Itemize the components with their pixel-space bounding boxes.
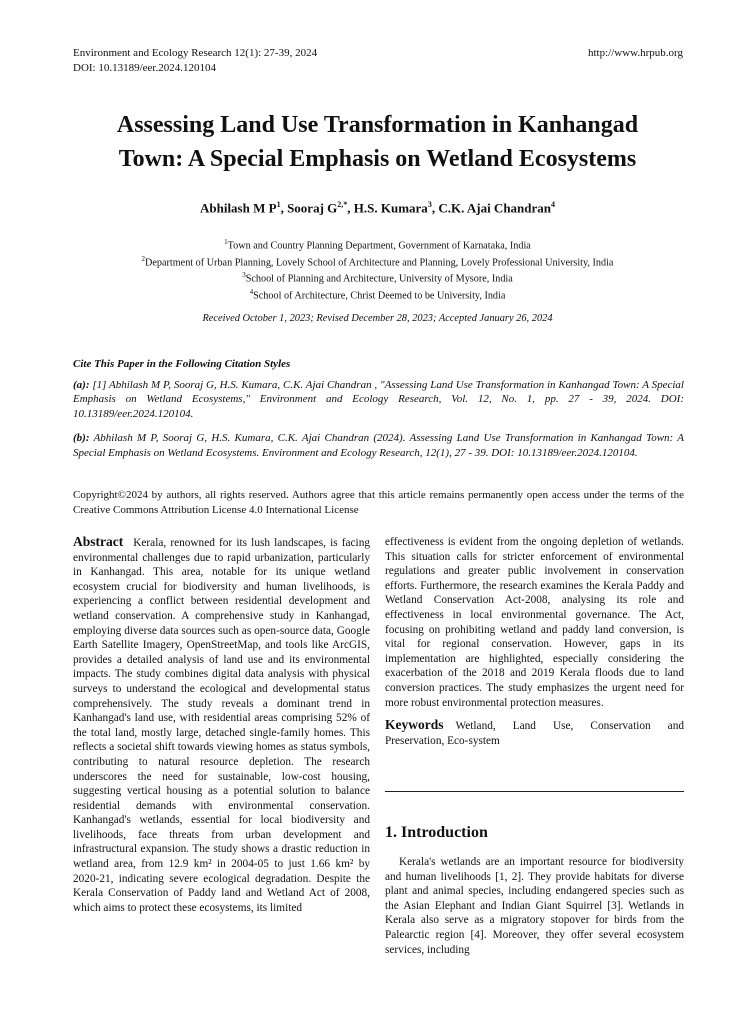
affil-text: Department of Urban Planning, Lovely School of Architecture and Planning, Lovely Professional University, India [145,256,614,268]
author-affil-marker: 4 [551,200,556,209]
citation-block [73,357,684,471]
author-list [60,200,695,216]
right-column [385,535,684,748]
left-column [73,535,370,915]
author-affil-marker: 2,* [337,200,348,209]
citation-a-label: (a): [73,378,90,391]
running-header-left [73,46,317,76]
abstract-text-left: Kerala, renowned for its lush landscapes, is facing environmental challenges due to rapid urbanization, particularly in Kanhangad. This area, notable for its unique wetland ecosystem crucial for biodiversity and human livelihoods, is experiencing a conflict between residential development and wetland conservation. A comprehensive study in Kanhangad, employing diverse data sources such as open-source data, Google Earth Satellite Imagery, OpenStreetMap, and tools like ArcGIS, provides a detailed analysis of land use and its environmental impacts. The study combines digital data analysis with physical surveys to understand the ecological and developmental status comprehensively. The study reveals a dominant trend in Kanhangad's land use, with residential areas comprising 52% of the total land, mostly large, detached single-family homes. This reflects a societal shift towards viewing homes as status symbols, contributing to natural resource depletion. The research underscores the need for sustainable, low-cost housing, suggesting vertical housing as a potential solution to balance residential demands with environmental conservation. Kanhangad's wetlands, essential for local biodiversity and livelihoods, face threats from urban development and infrastructural expansion. The study shows a drastic reduction in wetland area, from 12.9 km² in 2004-05 to just 1.66 km² by 2020-21, indicating severe ecological degradation. Despite the Kerala Conservation of Paddy land and Wetland Act of 2008, which aims to protect these ecosystems, its limited [73,537,370,914]
author-affil-marker: 1 [276,200,281,209]
journal-url[interactable]: http://www.hrpub.org [587,47,683,59]
copyright-notice: Copyright©2024 by authors, all rights reserved. Authors agree that this article remains permanently open access under the terms of the Creative Commons Attribution License 4.0 International License [73,489,684,516]
keywords-paragraph [385,718,684,748]
citation-a [73,378,684,422]
author-name: Abhilash M P [199,200,277,216]
affiliation-line [60,286,695,303]
received-dates: Received October 1, 2023; Revised December 28, 2023; Accepted January 26, 2024 [202,313,553,324]
section-heading-introduction: 1. Introduction [385,824,488,841]
title-line-1: Assessing Land Use Transformation in Kanhangad [116,112,639,138]
author-separator: , [431,200,439,216]
citation-b-text: Abhilash M P, Sooraj G, H.S. Kumara, C.K. Ajai Chandran (2024). Assessing Land Use Transformation in Kanhangad Town: A Special Emphasis on Wetland Ecosystems. Environment and Ecology Research, 12(1), 27 - 39. DOI: 10.13189/eer.2024.120104. [73,432,684,459]
author-affil-marker: 3 [427,200,432,209]
introduction-paragraph: Kerala's wetlands are an important resource for biodiversity and human livelihoods [1, 2]. They provide habitats for diverse plant and animal species, including endangered species such as the Asian Elephant and Indian Giant Squirrel [3]. Wetlands in Kerala also serve as a migratory stopover for birds from the Palearctic region [4]. Moreover, they offer several ecosystem services, including [385,856,684,956]
citation-b-label: (b): [73,432,90,445]
paper-title [60,108,695,176]
affiliations [60,236,695,302]
affiliation-line [60,269,695,286]
keywords-text: Wetland, Land Use, Conservation and Preservation, Eco-system [385,720,684,747]
author-name: Sooraj G [287,200,338,216]
keywords-label: Keywords [385,717,444,733]
affil-marker: 3 [242,271,246,280]
affil-text: School of Architecture, Christ Deemed to be University, India [253,290,506,302]
section-divider [385,791,684,792]
affil-text: Town and Country Planning Department, Government of Karnataka, India [227,240,531,252]
citation-b [73,431,684,460]
affiliation-line [60,236,695,253]
author-separator: , [347,200,354,216]
journal-citation: Environment and Ecology Research 12(1): 27-39, 2024 [73,47,318,59]
affil-marker: 4 [249,287,254,296]
affil-text: School of Planning and Architecture, University of Mysore, India [245,273,513,285]
author-name: C.K. Ajai Chandran [438,200,552,216]
citation-heading: Cite This Paper in the Following Citation Styles [73,358,291,370]
doi-text: DOI: 10.13189/eer.2024.120104 [73,62,216,74]
abstract-paragraph [73,535,370,915]
author-separator: , [280,200,288,216]
abstract-continued: effectiveness is evident from the ongoing depletion of wetlands. This situation calls for stricter enforcement of environmental regulations and greater public involvement in conservation efforts. Furthermore, the research examines the Kerala Paddy and Wetland Conservation Act-2008, analysing its role and effectiveness in local environmental governance. The Act, focusing on prohibiting wetland and paddy land conversion, is vital for regional conservation. However, gaps in its implementation are highlighted, especially considering the exacerbation of the 2018 and 2019 Kerala floods due to land conversion practices. The study emphasizes the urgent need for more robust environmental protection measures. [385,536,684,709]
title-line-2: Town: A Special Emphasis on Wetland Ecosystems [118,146,637,172]
affiliation-line [60,253,695,270]
citation-a-text: [1] Abhilash M P, Sooraj G, H.S. Kumara, C.K. Ajai Chandran , "Assessing Land Use Transformation in Kanhangad Town: A Special Emphasis on Wetland Ecosystems," Environment and Ecology Research, Vol. 12, No. 1, pp. 27 - 39, 2024. DOI: 10.13189/eer.2024.120104. [73,378,684,420]
abstract-label: Abstract [73,534,124,549]
affil-marker: 2 [141,254,146,263]
author-name: H.S. Kumara [353,200,428,216]
affil-marker: 1 [224,238,228,246]
